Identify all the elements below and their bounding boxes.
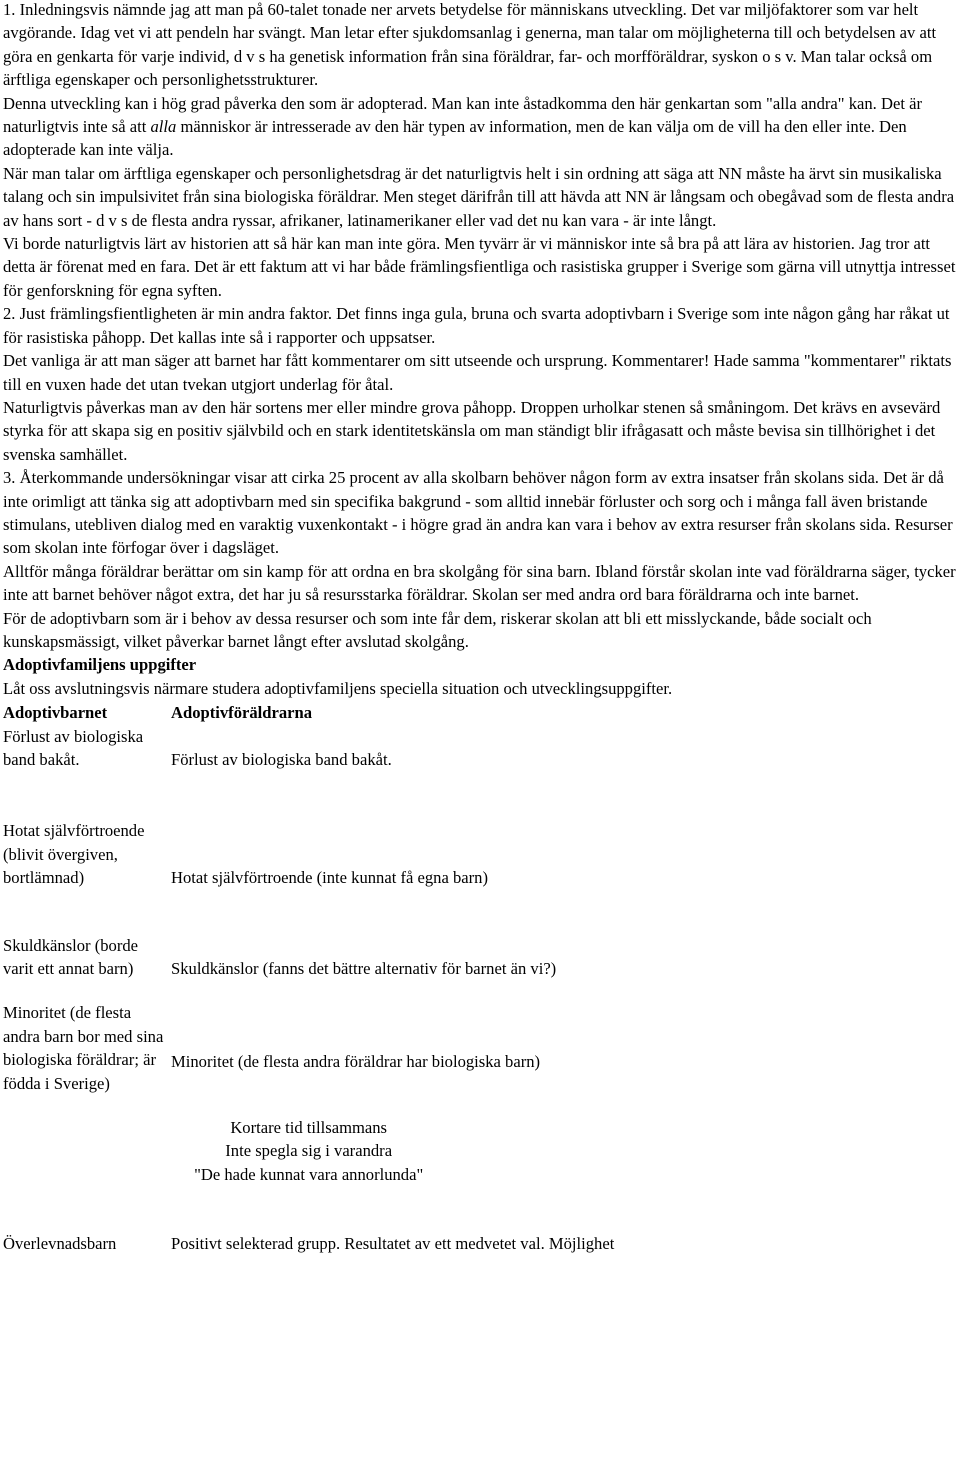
paragraph-7: Naturligtvis påverkas man av den här sortens mer eller mindre grova påhopp. Droppen urholkar stenen så småningom. Det krävs en avsevärd styrka för att skapa sig en positiv självbild och en stark identitetskänsla om man ständigt blir ifrågasatt och måste bevisa sin tillhörighet i det svenska samhället.: [3, 397, 941, 464]
table-header-row: [3, 701, 617, 724]
table-cell-child: Förlust av biologiska band bakåt.: [3, 726, 144, 769]
paragraph-4: Vi borde naturligtvis lärt av historien att så här kan man inte göra. Men tyvärr är vi människor inte så bra på att lära av historien. Jag tror att detta är förenat med en fara. Det är ett faktum att vi har både främlingsfientliga och rasistiska grupper i Sverige som gärna vill utnyttja intresset för genforskning för egna syften.: [3, 234, 956, 300]
table-cell-child: Skuldkänslor (borde varit ett annat barn): [3, 935, 139, 979]
shared-cell: [3, 1116, 617, 1186]
table-cell-child: Hotat självförtroende (blivit övergiven, bortlämnad): [3, 821, 145, 888]
paragraph-2-emphasis: alla: [150, 117, 177, 137]
paragraph-9: Alltför många föräldrar berättar om sin kamp för att ordna en bra skolgång för sina barn. Ibland förstår skolan inte vad föräldrarna säger, tycker inte att barnet behöver något extra, det har ju så resursstarka föräldrar. Skolan ser med andra ord bara föräldrarna och inte barnet.: [3, 561, 956, 605]
paragraph-10: För de adoptivbarn som är i behov av dessa resurser och som inte får dem, riskerar skolan att bli ett misslyckande, både socialt och kunskapsmässigt, vilket påverkar barnet långt efter avslutad skolgång.: [3, 608, 872, 651]
paragraph-5: 2. Just främlingsfientligheten är min andra faktor. Det finns inga gula, bruna och svarta adoptivbarn i Sverige som inte någon gång har råkat ut för rasistiska påhopp. Det kallas inte så i rapporter och uppsatser.: [3, 304, 950, 347]
table-row: [3, 1232, 617, 1255]
paragraph-2-after: människor är intresserade av den här typen av information, men de kan välja om de vill ha den eller inte. Den adopterade kan inte välja.: [3, 117, 907, 160]
shared-line: "De hade kunnat vara annorlunda": [194, 1164, 424, 1184]
section-heading: Adoptivfamiljens uppgifter: [3, 655, 197, 675]
paragraph-2: [3, 92, 957, 162]
paragraph-2-before: Det är naturligtvis inte så att: [3, 93, 922, 137]
row-spacer: [3, 1095, 617, 1116]
paragraph-8: 3. Återkommande undersökningar visar att cirka 25 procent av alla skolbarn behöver någon form av extra insatser från skolans sida. Det är då inte orimligt att tänka sig att adoptivbarn med sin specifika bakgrund - som alltid innebär förluster och sorg och i många fall även bristande stimulans, utebliven dialog med en varaktig vuxenkontakt - i högre grad än andra kan vara i behov av extra resurser från skolans sida. Resurser som skolan inte förfogar över i dagsläget.: [3, 468, 953, 558]
comparison-table: [3, 701, 617, 1256]
table-row: [3, 1001, 617, 1095]
table-cell-child: Minoritet (de flesta andra barn bor med sina biologiska föräldrar; är födda i Sverige): [3, 1003, 164, 1093]
shared-line: Inte spegla sig i varandra: [225, 1141, 393, 1161]
column-header-child: Adoptivbarnet: [3, 703, 108, 723]
table-row-shared: [3, 1116, 617, 1186]
table-row: [3, 819, 617, 889]
row-spacer: [3, 771, 617, 819]
paragraph-2-lead: Denna utveckling kan i hög grad påverka den som är adopterad. Man kan inte åstadkomma den här genkartan som "alla andra" kan.: [3, 93, 877, 113]
paragraph-3: När man talar om ärftliga egenskaper och personlighetsdrag är det naturligtvis helt i sin ordning att säga att NN måste ha ärvt sin musikaliska talang och sin impulsivitet från sina biologiska föräldrar. Men steget därifrån till att hävda att NN är långsam och obegåvad som de flesta andra av hans sort - d v s de flesta andra ryssar, afrikaner, latinamerikaner eller vad det nu kan vara - är inte långt.: [3, 163, 955, 230]
column-header-parents: Adoptivföräldrarna: [171, 703, 313, 723]
table-cell-parents: Förlust av biologiska band bakåt.: [171, 750, 392, 769]
paragraph-1: 1. Inledningsvis nämnde jag att man på 60-talet tonade ner arvets betydelse för människans utveckling. Det var miljöfaktorer som var helt avgörande. Idag vet vi att pendeln har svängt. Man letar efter sjukdomsanlag i generna, man talar om möjligheterna till och betydelsen av att göra en genkarta för varje individ, d v s ha genetisk information från sina föräldrar, far- och morfföräldrar, syskon o s v. Man talar också om ärftliga egenskaper och personlighetsstrukturer.: [3, 0, 937, 90]
table-cell-child: Överlevnadsbarn: [3, 1234, 117, 1254]
table-cell-parents: Positivt selekterad grupp. Resultatet av ett medvetet val. Möjlighet: [171, 1234, 615, 1254]
shared-line: Kortare tid tillsammans: [230, 1118, 387, 1138]
table-cell-parents: Skuldkänslor (fanns det bättre alternativ för barnet än vi?): [171, 959, 557, 979]
table-row: [3, 934, 617, 981]
section-intro: Låt oss avslutningsvis närmare studera adoptivfamiljens speciella situation och utvecklingsuppgifter.: [3, 678, 673, 698]
paragraph-6: Det vanliga är att man säger att barnet har fått kommentarer om sitt utseende och ursprung. Kommentarer! Hade samma "kommentarer" riktats till en vuxen hade det utan tvekan utgjort underlag för åtal.: [3, 351, 952, 394]
table-cell-parents: Minoritet (de flesta andra föräldrar har biologiska barn): [171, 1051, 541, 1071]
table-row: [3, 725, 617, 772]
row-spacer: [3, 1186, 617, 1232]
document-body: [3, 0, 957, 1256]
table-cell-parents: Hotat självförtroende (inte kunnat få egna barn): [171, 868, 488, 888]
row-spacer: [3, 890, 617, 934]
row-spacer: [3, 980, 617, 1001]
